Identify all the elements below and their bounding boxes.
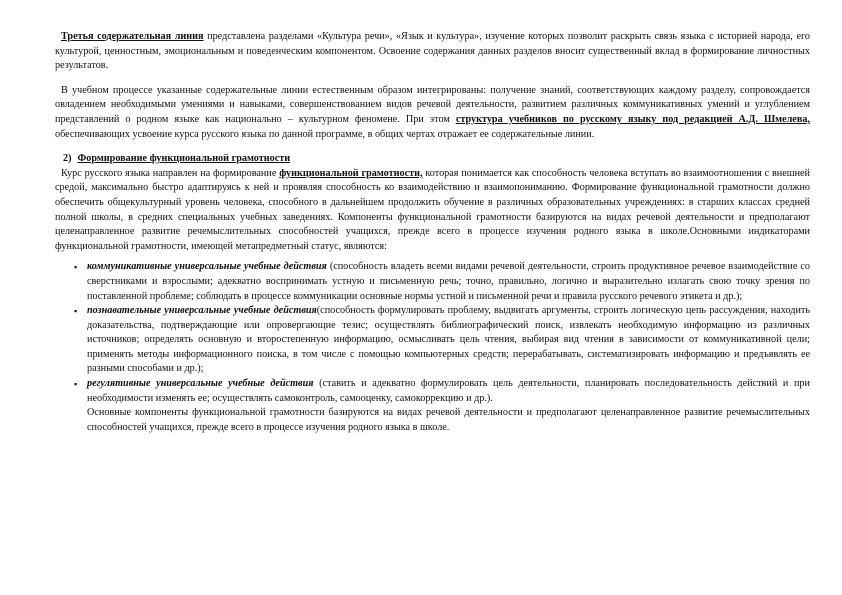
section-number: 2) [63, 153, 72, 165]
bullet-term: познавательные универсальные учебные действия [87, 305, 317, 317]
bullet-text: (способность владеть всеми видами речевой деятельности, строить продуктивное речевое взаимодействие со сверстниками и взрослыми; адекватно воспринимать устную и письменную речь; точно, правильно, логично и выразительно излагать свою точку зрения по поставленной проблеме; соблюдать в процессе коммуникации основные нормы устной и письменной речи и правила русского речевого этикета и др.); [87, 261, 810, 302]
section-heading [55, 152, 810, 167]
paragraph-integration [55, 84, 810, 142]
document-page [55, 30, 810, 435]
paragraph-third-line [55, 30, 810, 74]
bullet-square-icon: ▪ [74, 379, 78, 390]
integration-text: В учебном процессе указанные содержательные линии естественным образом интегрированы: получение знаний, соответствующих каждому разделу, сопровождается овладением необходимыми умениями и навыками, совершенствованием видов речевой деятельности, развитием различных коммуникативных умений и углублением представлений о родном языке как национально – культурном феномене. При этом [55, 84, 810, 125]
textbook-structure-bold: структура учебников по русскому языку под редакцией А.Д. Шмелева, [455, 113, 810, 125]
list-item [74, 377, 810, 406]
bullet-square-icon: ▪ [74, 306, 78, 317]
section-title: Формирование функциональной грамотности [77, 153, 291, 165]
integration-tail: обеспечивающих усвоение курса русского языка по данной программе, в общих чертах отражает ее содержательные линии. [55, 128, 595, 140]
bullet-text: (способность формулировать проблему, выдвигать аргументы, строить логическую цепь рассуждения, находить доказательства, подтверждающие или опровергающие тезис; осуществлять библиографический поиск, извлекать необходимую информацию из различных источников; определять основную и второстепенную информацию, осмысливать цель чтения, выбирая вид чтения в зависимости от коммуникативной цели; применять методы информационного поиска, в том числе с помощью компьютерных средств; перерабатывать, систематизировать информацию и предъявлять ее разными способами и др.); [87, 305, 810, 375]
third-line-lead: Третья содержательная линия [61, 31, 204, 42]
list-item [74, 260, 810, 304]
indicator-list [55, 260, 810, 406]
list-item [74, 304, 810, 377]
closing-paragraph: Основные компоненты функциональной грамотности базируются на видах речевой деятельности и предполагают целенаправленное развитие речемыслительных способностей учащихся, прежде всего в процессе изучения родного языка в школе. [87, 407, 810, 433]
paragraph-functional-literacy [55, 167, 810, 255]
bullet-text: (ставить и адекватно формулировать цель деятельности, планировать последовательность действий и при необходимости изменять ее; осуществлять самоконтроль, самооценку, самокоррекцию и др.). [87, 378, 810, 404]
bullet-term: регулятивные универсальные учебные действия [87, 378, 314, 390]
bullet-term: коммуникативные универсальные учебные действия [87, 261, 327, 273]
third-line-text: представлена разделами «Культура речи», «Язык и культура», изучение которых позволит раскрыть связь языка с историей народа, его культурой, ценностным, эмоциональным и поведенческим компонентом. Освоение содержания данных разделов вносит существенный вклад в формирование личностных результатов. [55, 31, 810, 72]
literacy-bold: функциональной грамотности, [279, 167, 423, 179]
literacy-text-2: которая понимается как способность человека вступать во взаимоотношения с внешней средой, максимально быстро адаптируясь к ней и проявляя способность ко взаимодействию и взаимопониманию. Формирование функциональной грамотности должно обеспечить общекультурный уровень человека, способного в дальнейшем продолжить обучение в различных образовательных учреждениях: в старших классах средней полной школы, в средних специальных учебных заведениях. Компоненты функциональной грамотности базируются на видах речевой деятельности и предполагают целенаправленное развитие речемыслительных способностей учащихся, прежде всего в процессе изучения родного языка в школе.Основными индикаторами функциональной грамотности, имеющей метапредметный статус, являются: [55, 167, 810, 252]
bullet-square-icon: ▪ [74, 262, 78, 273]
literacy-text-1: Курс русского языка направлен на формирование [61, 167, 280, 179]
